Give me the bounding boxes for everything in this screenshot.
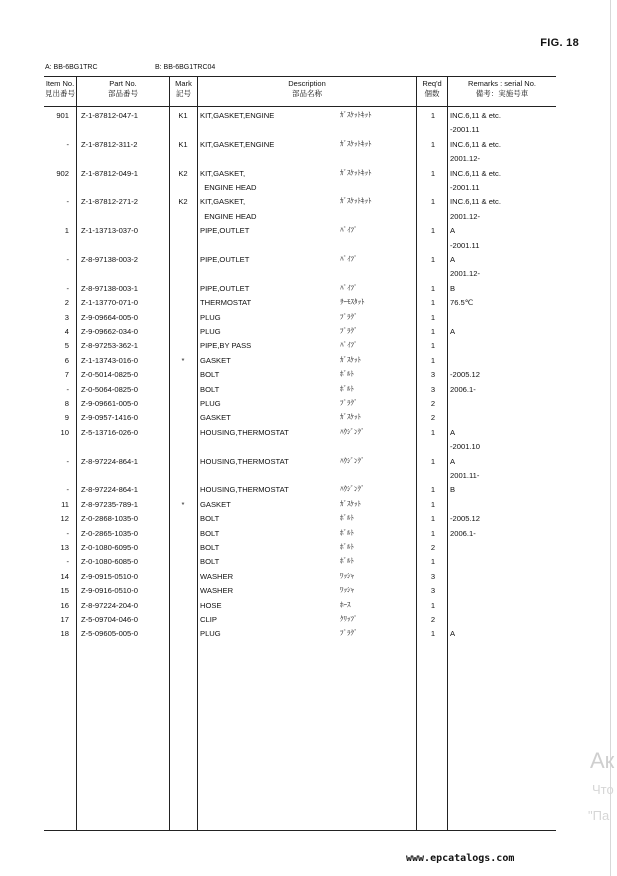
description: BOLT [200,384,220,394]
description: THERMOSTAT [200,298,252,308]
required-qty: 1 [430,111,436,120]
table-row [44,354,556,368]
item-number: 11 [61,499,69,509]
table-row [44,455,556,469]
item-number: 18 [60,629,69,639]
table-row [44,570,556,584]
description-kana: ﾎﾞﾙﾄ [340,544,354,551]
description: KIT,GASKET,ENGINE [200,111,275,120]
part-number: Z-8-97138-003-2 [81,255,138,264]
table-row [44,527,556,541]
remarks: -2001.11 [450,183,480,192]
required-qty: 2 [430,399,436,408]
description: PLUG [200,327,221,336]
header-description: Description 部品名称 [288,79,326,98]
item-number: - [66,283,69,293]
table-row [44,282,556,296]
description: CLIP [200,615,217,624]
part-number: Z-0-5014-0825-0 [81,370,138,380]
description: BOLT [200,543,220,552]
description-kana: ｻｰﾓｽﾀｯﾄ [340,299,365,307]
header-mark: Mark 記号 [175,79,192,98]
required-qty: 1 [430,197,436,207]
description: KIT,GASKET,ENGINE [200,139,275,149]
required-qty: 3 [430,384,436,394]
header-qty: Req'd 個数 [422,79,442,98]
table-row [44,512,556,526]
description-kana: ｶﾞｽｹｯﾄｷｯﾄ [340,112,372,119]
item-number: 15 [60,586,69,596]
part-number: Z-8-97253-362-1 [81,341,138,351]
page-edge [610,0,611,876]
required-qty: 1 [430,485,436,495]
description-kana: ｶﾞｽｹｯﾄ [340,414,361,422]
item-number: 3 [64,312,69,322]
item-number: 902 [56,168,69,178]
remarks: 2001.12- [450,154,480,164]
description: GASKET [200,499,231,509]
item-number: 6 [64,355,69,365]
required-qty: 1 [430,456,436,466]
item-number: - [66,197,69,207]
mark-code: * [181,499,185,509]
part-number: Z-0-2865-1035-0 [81,528,138,538]
table-row [44,123,556,137]
description: KIT,GASKET, [200,168,246,178]
remarks: -2001.11 [450,125,480,135]
figure-number: FIG. 18 [540,37,579,49]
description: HOUSING,THERMOSTAT [200,456,289,466]
item-number: 16 [60,600,69,610]
description: BOLT [200,514,220,524]
description: PIPE,OUTLET [200,255,250,264]
part-number: Z-9-09662-034-0 [81,327,138,336]
remarks: B [450,283,456,293]
part-number: Z-9-09664-005-0 [81,312,138,322]
required-qty: 1 [430,514,436,524]
description-kana: ﾎﾞﾙﾄ [340,515,354,523]
description: PIPE,OUTLET [200,283,250,293]
table-bottom-rule [44,830,556,831]
table-row [44,599,556,613]
header-rule [44,106,556,107]
watermark-line1: Ак [590,748,615,773]
required-qty: 1 [430,528,436,538]
mark-code: K1 [178,139,188,149]
description-kana: ｶﾞｽｹｯﾄｷｯﾄ [340,169,372,177]
required-qty: 3 [430,370,436,380]
table-row [44,397,556,411]
table-row [44,224,556,238]
item-number: - [66,485,69,495]
remarks: A [450,456,456,466]
table-row [44,325,556,339]
remarks: A [450,255,456,264]
description: WASHER [200,586,234,596]
description-kana: ｶﾞｽｹｯﾄｷｯﾄ [340,140,372,148]
description: GASKET [200,413,231,423]
mark-code: K2 [178,197,188,207]
table-row [44,627,556,641]
item-number: 14 [60,571,69,581]
header-part: Part No. 部品番号 [108,79,138,98]
part-number: Z-9-0915-0510-0 [81,571,138,581]
mark-code: K2 [178,168,188,178]
description-kana: ｶﾞｽｹｯﾄ [340,356,361,364]
part-number: Z-1-87812-049-1 [81,168,138,178]
part-number: Z-8-97224-864-1 [81,456,138,466]
remarks: -2001.11 [450,240,480,250]
table-row [44,483,556,497]
description-kana: ﾌﾟﾗｸﾞ [340,400,358,407]
item-number: 5 [64,341,69,351]
remarks: INC.6,11 & etc. [450,197,501,207]
remarks: 76.5℃ [450,298,474,308]
required-qty: 2 [430,615,436,624]
description: PLUG [200,399,221,408]
table-row [44,339,556,353]
remarks: 2001.11- [450,471,480,480]
description: GASKET [200,355,231,365]
part-number: Z-0-1080-6095-0 [81,543,138,552]
watermark-line3: "Па [588,808,610,823]
part-number: Z-8-97138-003-1 [81,283,138,293]
part-number: Z-1-13743-016-0 [81,355,138,365]
required-qty: 1 [430,499,436,509]
description-kana: ﾜｯｼｬ [340,572,354,580]
remarks: 2006.1- [450,528,476,538]
description: HOSE [200,600,222,610]
remarks: A [450,226,456,236]
table-row [44,152,556,166]
description-kana: ﾜｯｼｬ [340,587,354,595]
required-qty: 1 [430,600,436,610]
part-number: Z-5-09605-005-0 [81,629,138,639]
model-a: A: BB-6BG1TRC [45,64,98,71]
remarks: INC.6,11 & etc. [450,168,501,178]
table-row [44,167,556,181]
part-number: Z-0-2868-1035-0 [81,514,138,524]
remarks: B [450,485,456,495]
header-item: Item No. 見出番号 [45,79,75,98]
required-qty: 1 [430,139,436,149]
remarks: A [450,629,456,639]
description-kana: ﾌﾟﾗｸﾞ [340,630,358,638]
watermark-line2: Что [592,782,614,797]
remarks: 2006.1- [450,384,476,394]
table-row [44,368,556,382]
part-number: Z-1-87812-271-2 [81,197,138,207]
table-row [44,195,556,209]
required-qty: 1 [430,327,436,336]
table-row [44,555,556,569]
table-row [44,498,556,512]
remarks: INC.6,11 & etc. [450,139,501,149]
description-kana: ﾊｳｼﾞﾝｸﾞ [340,457,365,465]
required-qty: 1 [430,312,436,322]
table-row [44,440,556,454]
table-row [44,426,556,440]
item-number: 10 [60,427,69,437]
table-row [44,239,556,253]
remarks: 2001.12- [450,269,480,279]
mark-code: * [181,355,185,365]
table-row [44,311,556,325]
required-qty: 1 [430,226,436,236]
part-number: Z-9-0957-1416-0 [81,413,138,423]
description-kana: ﾎﾞﾙﾄ [340,371,354,379]
part-number: Z-0-1080-6085-0 [81,557,138,567]
description: BOLT [200,370,220,380]
description-kana: ﾊﾟｲﾌﾟ [340,256,358,263]
item-number: 2 [64,298,69,308]
part-number: Z-5-09704-046-0 [81,615,138,624]
part-number: Z-1-13770-071-0 [81,298,138,308]
item-number: - [66,255,69,264]
item-number: - [66,528,69,538]
description: PLUG [200,629,221,639]
table-row [44,181,556,195]
item-number: 13 [60,543,69,552]
table-row [44,210,556,224]
description: KIT,GASKET, [200,197,246,207]
required-qty: 1 [430,355,436,365]
table-row [44,411,556,425]
part-number: Z-0-5064-0825-0 [81,384,138,394]
header-remarks: Remarks : serial No. 備考：実施号車 [468,79,536,98]
description-kana: ﾌﾟﾗｸﾞ [340,313,358,321]
table-row [44,109,556,123]
required-qty: 3 [430,586,436,596]
table-row [44,383,556,397]
table-row [44,138,556,152]
required-qty: 1 [430,283,436,293]
description: HOUSING,THERMOSTAT [200,427,289,437]
model-b: B: BB-6BG1TRC04 [155,64,216,71]
required-qty: 2 [430,413,436,423]
part-number: Z-1-87812-047-1 [81,111,138,120]
table-row [44,584,556,598]
table-top-rule [44,76,556,77]
item-number: 8 [64,399,69,408]
remarks: -2001.10 [450,442,480,452]
description: PLUG [200,312,221,322]
remarks: -2005.12 [450,370,480,380]
part-number: Z-8-97224-204-0 [81,600,138,610]
description-kana: ﾌﾟﾗｸﾞ [340,328,358,335]
part-number: Z-8-97235-789-1 [81,499,138,509]
description-kana: ｶﾞｽｹｯﾄ [340,500,361,508]
item-number: - [66,456,69,466]
description: ENGINE HEAD [200,183,257,192]
description-kana: ﾊﾟｲﾌﾟ [340,227,358,235]
table-row [44,469,556,483]
item-number: 1 [64,226,69,236]
description-kana: ﾎｰｽ [340,601,351,609]
description: ENGINE HEAD [200,211,257,221]
description-kana: ｶﾞｽｹｯﾄｷｯﾄ [340,198,372,206]
required-qty: 1 [430,298,436,308]
part-number: Z-9-09661-005-0 [81,399,138,408]
part-number: Z-8-97224-864-1 [81,485,138,495]
description: PIPE,OUTLET [200,226,250,236]
part-number: Z-9-0916-0510-0 [81,586,138,596]
required-qty: 3 [430,571,436,581]
item-number: 17 [60,615,69,624]
required-qty: 1 [430,255,436,264]
item-number: - [66,557,69,567]
item-number: 4 [64,327,69,336]
description-kana: ﾊｳｼﾞﾝｸﾞ [340,428,365,436]
model-legend [45,64,216,71]
item-number: 9 [64,413,69,423]
description-kana: ﾎﾞﾙﾄ [340,558,354,566]
description: WASHER [200,571,234,581]
mark-code: K1 [178,111,188,120]
required-qty: 1 [430,629,436,639]
item-number: 7 [64,370,69,380]
table-row [44,253,556,267]
required-qty: 2 [430,543,436,552]
description: HOUSING,THERMOSTAT [200,485,289,495]
remarks: A [450,327,456,336]
table-row [44,267,556,281]
part-number: Z-1-13713-037-0 [81,226,138,236]
description: BOLT [200,528,220,538]
remarks: A [450,427,456,437]
required-qty: 1 [430,168,436,178]
item-number: 12 [60,514,69,524]
item-number: 901 [56,111,69,120]
item-number: - [66,384,69,394]
item-number: - [66,139,69,149]
remarks: -2005.12 [450,514,480,524]
footer-url[interactable]: www.epcatalogs.com [406,853,515,864]
required-qty: 1 [430,341,436,351]
table-row [44,613,556,627]
description-kana: ﾎﾞﾙﾄ [340,385,354,393]
description-kana: ﾊｳｼﾞﾝｸﾞ [340,486,365,494]
required-qty: 1 [430,427,436,437]
remarks: INC.6,11 & etc. [450,111,501,120]
description-kana: ｸﾘｯﾌﾟ [340,616,358,623]
description: BOLT [200,557,220,567]
table-row [44,296,556,310]
table-row [44,541,556,555]
remarks: 2001.12- [450,211,480,221]
description: PIPE,BY PASS [200,341,252,351]
description-kana: ﾊﾟｲﾌﾟ [340,284,358,292]
required-qty: 1 [430,557,436,567]
description-kana: ﾎﾞﾙﾄ [340,529,354,537]
description-kana: ﾊﾟｲﾌﾟ [340,342,358,350]
part-number: Z-5-13716-026-0 [81,427,138,437]
part-number: Z-1-87812-311-2 [81,139,138,149]
